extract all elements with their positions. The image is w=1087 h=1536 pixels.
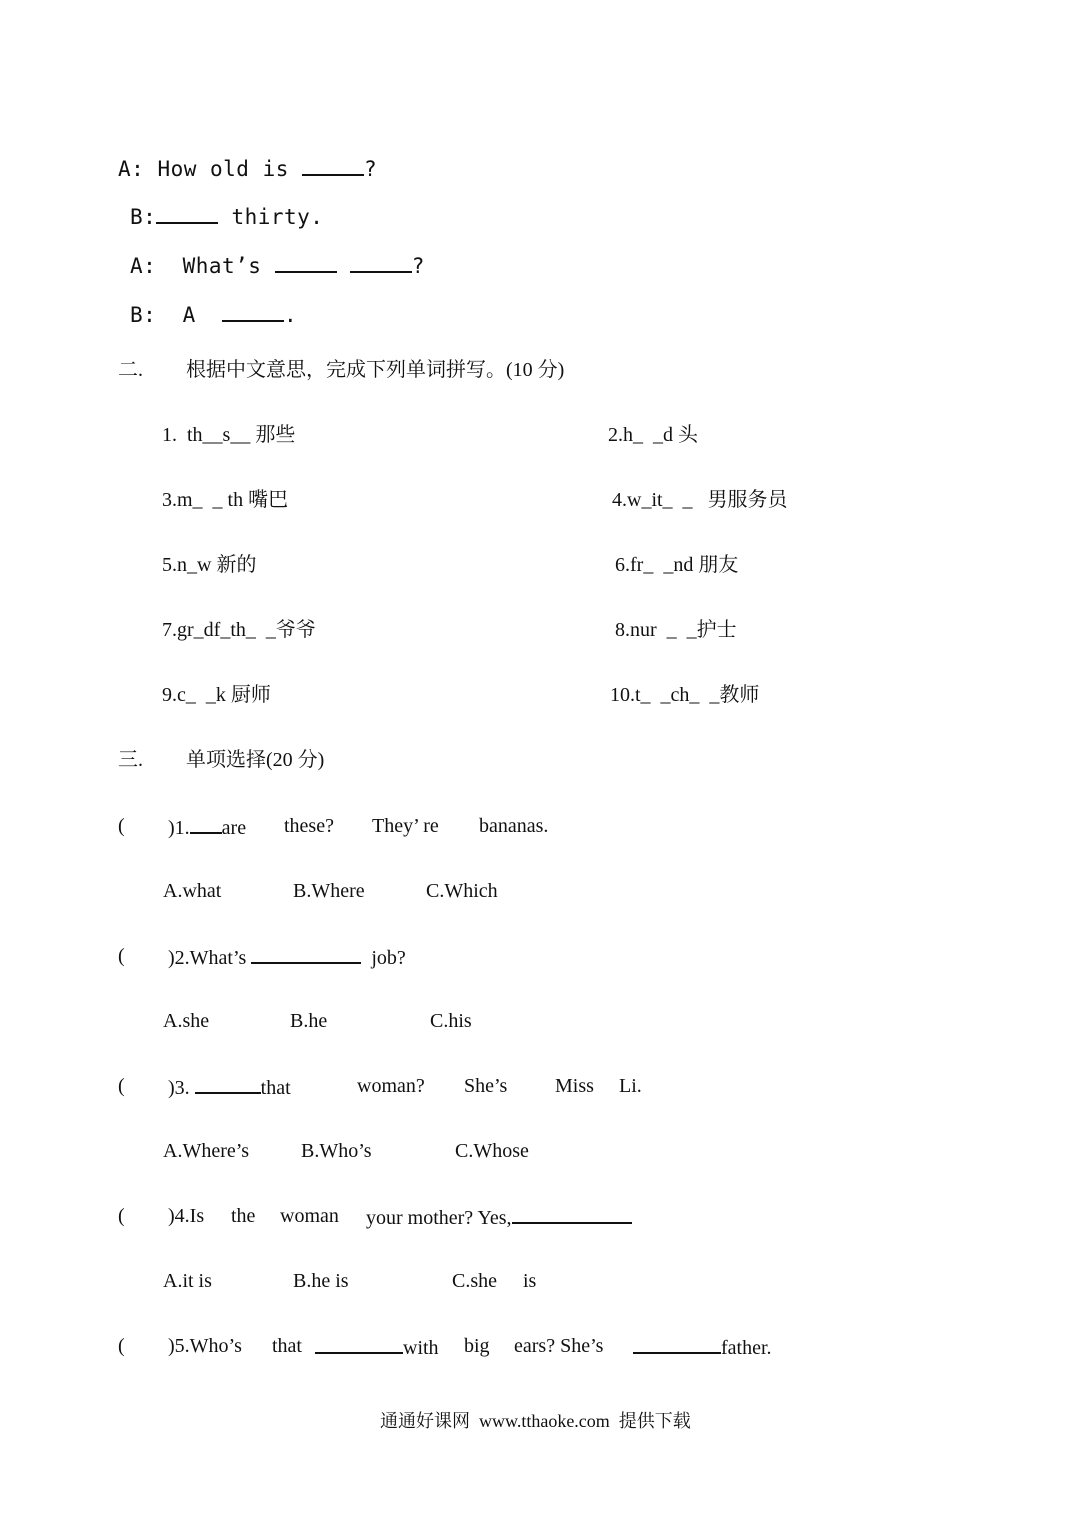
- spelling-item: 3.m_ _ th 嘴巴: [162, 489, 289, 511]
- question-number: )2.What’s: [168, 947, 247, 969]
- blank[interactable]: [195, 1074, 261, 1094]
- q-word: the: [231, 1205, 256, 1227]
- question-5: )5.Who’s: [168, 1335, 242, 1357]
- q-word: ears? She’s: [514, 1335, 604, 1357]
- blank[interactable]: [512, 1204, 632, 1224]
- blank[interactable]: [302, 156, 364, 176]
- dialogue-line-3: [130, 253, 425, 278]
- q-word: She’s: [464, 1075, 508, 1097]
- spelling-item: 4.w_it_ _ 男服务员: [612, 489, 788, 511]
- dialogue-line-1: [118, 156, 377, 181]
- option-c: C.Which: [426, 880, 498, 902]
- spelling-item: 2.h_ _d 头: [608, 424, 698, 446]
- q-word: They’ re: [372, 815, 439, 837]
- q-word: that: [272, 1335, 302, 1357]
- q-word: woman?: [357, 1075, 425, 1097]
- option-a: A.what: [163, 880, 222, 902]
- option-b: B.Where: [293, 880, 365, 902]
- question-number: )1.: [168, 817, 190, 839]
- spelling-item: 6.fr_ _nd 朋友: [615, 554, 739, 576]
- dialogue-text: .: [284, 303, 298, 327]
- spelling-item: 5.n_w 新的: [162, 554, 257, 576]
- page-footer: 通通好课网 www.tthaoke.com 提供下载: [380, 1411, 691, 1431]
- blank[interactable]: [251, 944, 361, 964]
- section3-number: 三.: [118, 749, 143, 771]
- q-word: with: [403, 1337, 439, 1359]
- speaker: A:: [118, 157, 145, 181]
- question-2: [168, 944, 406, 970]
- q-word: that: [260, 1077, 291, 1099]
- option-b: B.Who’s: [301, 1140, 372, 1162]
- spelling-item: 8.nur _ _护士: [615, 619, 737, 641]
- q-word: big: [464, 1335, 490, 1357]
- dialogue-line-4: [130, 302, 297, 327]
- blank[interactable]: [315, 1334, 403, 1354]
- question-number: )3.: [168, 1077, 190, 1099]
- dialogue-text: A: [156, 303, 223, 327]
- answer-paren[interactable]: (: [118, 1335, 125, 1357]
- spelling-item: 7.gr_df_th_ _爷爷: [162, 619, 316, 641]
- option-b: B.he: [290, 1010, 328, 1032]
- option-c: C.she: [452, 1270, 497, 1292]
- option-a: A.it is: [163, 1270, 212, 1292]
- blank[interactable]: [275, 253, 337, 273]
- option-c: C.Whose: [455, 1140, 529, 1162]
- question-4: )4.Is: [168, 1205, 205, 1227]
- q-word: father.: [721, 1337, 772, 1359]
- blank[interactable]: [156, 204, 218, 224]
- blank[interactable]: [633, 1334, 721, 1354]
- dialogue-text: ?: [411, 254, 425, 278]
- q-word: bananas.: [479, 815, 549, 837]
- blank[interactable]: [190, 814, 222, 834]
- q-word: job?: [371, 947, 406, 969]
- blank[interactable]: [222, 302, 284, 322]
- dialogue-text: How old is: [144, 157, 303, 181]
- dialogue-text: What’s: [156, 254, 275, 278]
- question-5-blank: [315, 1334, 439, 1360]
- q-word: are: [221, 817, 247, 839]
- q-word: Miss: [555, 1075, 594, 1097]
- q-word: these?: [284, 815, 334, 837]
- dialogue-line-2: [130, 204, 323, 229]
- answer-paren[interactable]: (: [118, 1075, 125, 1097]
- spelling-item: 9.c_ _k 厨师: [162, 684, 271, 706]
- section2-number: 二.: [118, 359, 143, 381]
- option-c: C.his: [430, 1010, 472, 1032]
- section2-title: 根据中文意思，完成下列单词拼写。(10 分): [186, 359, 565, 381]
- blank[interactable]: [350, 253, 412, 273]
- q-word: your mother? Yes,: [366, 1207, 512, 1229]
- dialogue-text: thirty.: [218, 205, 324, 229]
- spelling-item: 10.t_ _ch_ _教师: [610, 684, 760, 706]
- option-a: A.she: [163, 1010, 210, 1032]
- q-word: Li.: [619, 1075, 642, 1097]
- speaker: B:: [130, 303, 157, 327]
- question-3: [168, 1074, 291, 1100]
- option-a: A.Where’s: [163, 1140, 250, 1162]
- speaker: A:: [130, 254, 157, 278]
- question-5-tail: [633, 1334, 772, 1360]
- answer-paren[interactable]: (: [118, 815, 125, 837]
- option-c-tail: is: [523, 1270, 537, 1292]
- spelling-item: 1. th__s__ 那些: [162, 424, 296, 446]
- question-4-tail: [366, 1204, 632, 1230]
- option-b: B.he is: [293, 1270, 349, 1292]
- question-1: [168, 814, 246, 840]
- answer-paren[interactable]: (: [118, 945, 125, 967]
- q-word: woman: [280, 1205, 339, 1227]
- dialogue-text: ?: [364, 157, 378, 181]
- speaker: B:: [130, 205, 157, 229]
- section3-title: 单项选择(20 分): [186, 749, 325, 771]
- answer-paren[interactable]: (: [118, 1205, 125, 1227]
